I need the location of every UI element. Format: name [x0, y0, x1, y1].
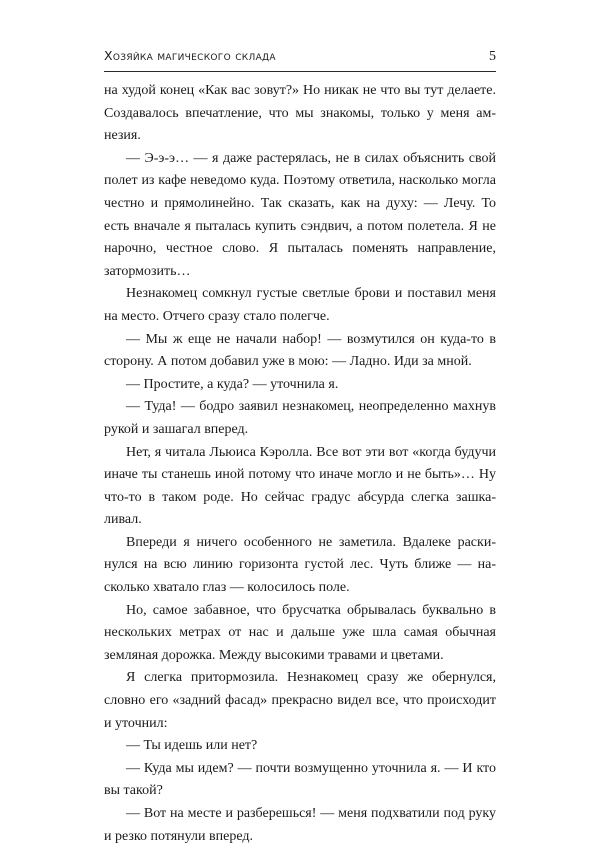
- page-number: 5: [489, 49, 496, 64]
- paragraph: — Мы ж еще не начали набор! — возмутился он куда-то в сторону. А потом добавил уже в мою: — Ладно. Иди за мной.: [104, 331, 496, 370]
- paragraph: — Э-э-э… — я даже растерялась, не в силах объяснить свой полет из кафе неведомо куда. Поэтому ответила, насколько могла честно и прямолинейно. Так сказать, как на духу: — Лечу. То есть вначале я пыталась купить сэндвич, а потом полетела. Я не нарочно, честное слово. Я пыталась поменять направление, затормозить…: [104, 150, 496, 279]
- paragraph: Нет, я читала Льюиса Кэролла. Все вот эти вот «когда будучи иначе ты станешь иной потому что иначе могло и не быть»… Ну что-то в таком роде. Но сейчас градус абсурда слегка зашкаливал.: [104, 444, 496, 528]
- running-header: [104, 48, 496, 72]
- paragraph: Незнакомец сомкнул густые светлые брови и поставил меня на место. Отчего сразу стало полегче.: [104, 286, 496, 324]
- paragraph: на худой конец «Как вас зовут?» Но никак не что вы тут делаете. Создавалось впечатление, что мы знакомы, только у меня амнезия.: [104, 83, 496, 144]
- book-title: Хозяйка магического склада: [104, 48, 276, 63]
- paragraph: — Туда! — бодро заявил незнакомец, неопределенно махнув рукой и зашагал вперед.: [104, 399, 496, 437]
- paragraph: — Ты идешь или нет?: [126, 738, 258, 754]
- paragraph: Но, самое забавное, что брусчатка обрывалась буквально в нескольких метрах от нас и дальше уже шла самая обычная земляная дорожка. Между высокими травами и цветами.: [104, 602, 496, 663]
- paragraph: — Простите, а куда? — уточнила я.: [126, 376, 339, 392]
- paragraph: Впереди я ничего особенного не заметила. Вдалеке раскинулся на всю линию горизонта густой лес. Чуть ближе — насколько хватало глаз — колосилось поле.: [104, 534, 496, 596]
- paragraph: — Вот на месте и разберешься! — меня подхватили под руку и резко потянули вперед.: [104, 806, 496, 844]
- paragraph: Я слегка притормозила. Незнакомец сразу же обернулся, словно его «задний фасад» прекрасно видел все, что происходит и уточнил:: [104, 670, 496, 731]
- body-text: [104, 80, 496, 848]
- paragraph: — Куда мы идем? — почти возмущенно уточнила я. — И кто вы такой?: [104, 760, 496, 799]
